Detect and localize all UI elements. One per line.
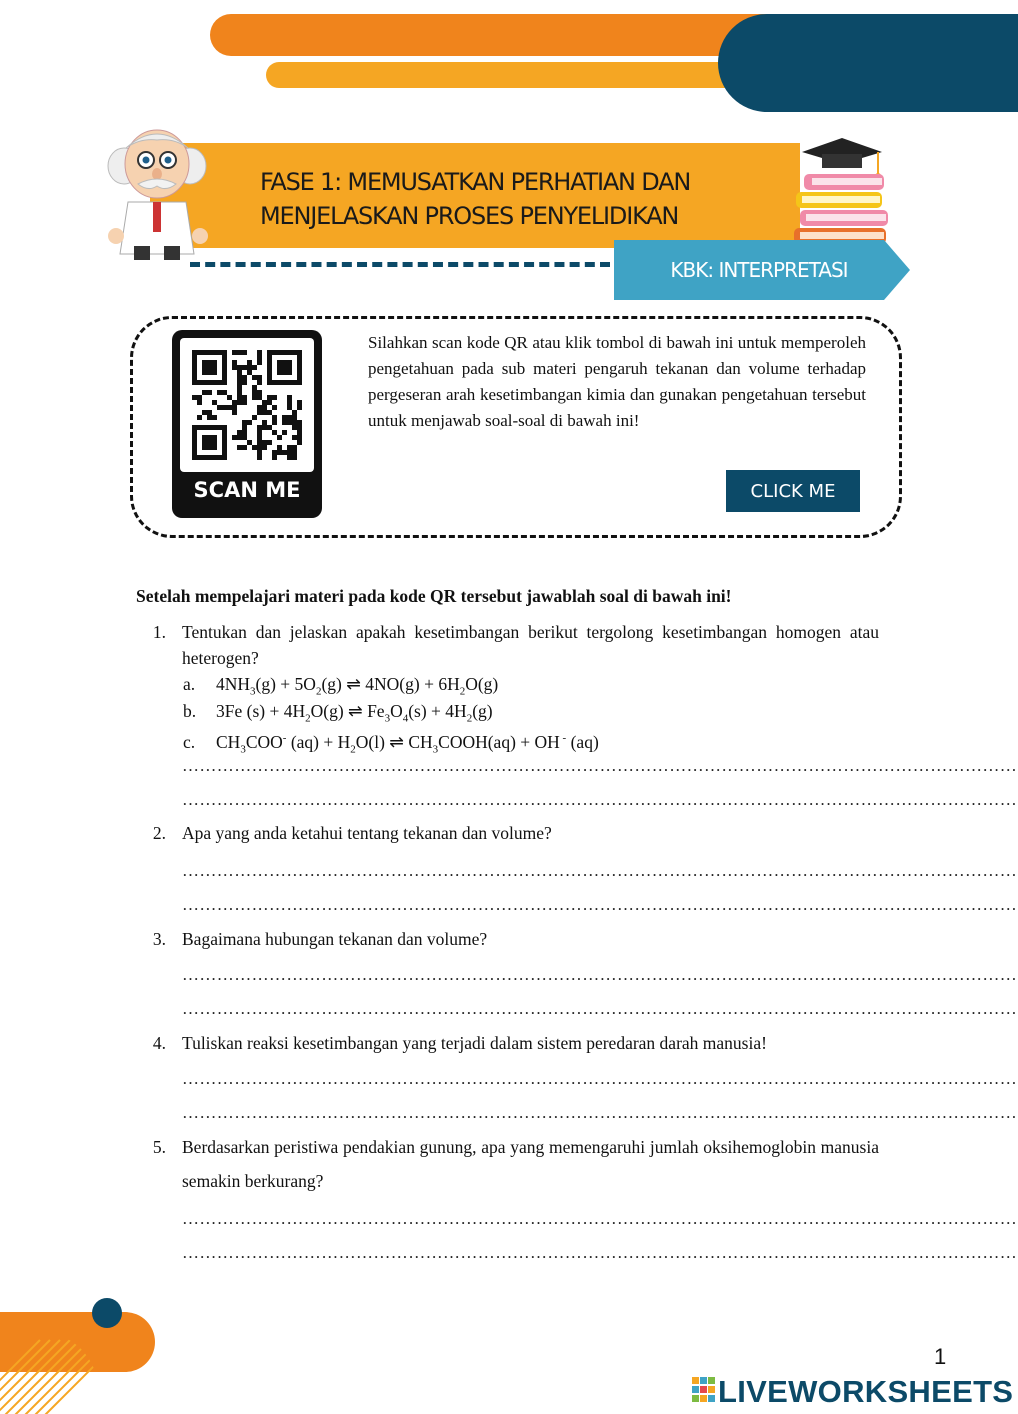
option-c: c. $CH_3COO^-$ $(aq) + H_2O(l)$ ⇌ $CH_3COOH(aq)$ + OH - (aq) [183, 725, 599, 762]
question-5 [136, 1134, 879, 1198]
question-4 [136, 1030, 879, 1056]
question-number: 5. [152, 1137, 166, 1157]
answer-line-1a[interactable]: ……………………………………………………………………………………………………………………………… [182, 756, 1018, 775]
question-text: Tuliskan reaksi kesetimbangan yang terjadi dalam sistem peredaran darah manusia! [182, 1033, 767, 1053]
qr-instructions: Silahkan scan kode QR atau klik tombol di bawah ini untuk memperoleh pengetahuan pada sub materi pengaruh tekanan dan volume terhadap pergeseran arah kesetimbangan kimia dan gunakan pengetahuan tersebut untuk menjawab soal-soal di bawah ini! [368, 333, 866, 430]
option-b: b. 3Fe $(s) + 4H_2O(g)$ ⇌ $Fe_3O_4(s) + 4H_2(g)$ [183, 698, 493, 732]
question-text: Bagaimana hubungan tekanan dan volume? [182, 929, 488, 949]
bottom-navy-dot [92, 1298, 122, 1328]
answer-line-4a[interactable]: ……………………………………………………………………………………………………………………………… [182, 1069, 1018, 1088]
answer-line-2a[interactable]: ……………………………………………………………………………………………………………………………… [182, 861, 1018, 880]
questions-instruction: Setelah mempelajari materi pada kode QR tersebut jawablah soal di bawah ini! [136, 586, 732, 606]
scan-me-label: SCAN ME [193, 478, 301, 502]
title-line-2: MENJELASKAN PROSES PENYELIDIKAN [260, 202, 679, 230]
answer-line-4b[interactable]: ……………………………………………………………………………………………………………………………… [182, 1103, 1018, 1122]
answer-line-3b[interactable]: ……………………………………………………………………………………………………………………………… [182, 999, 1018, 1018]
question-number: 1. [152, 622, 166, 642]
question-number: 4. [152, 1033, 166, 1053]
question-3 [136, 926, 879, 952]
option-letter: c. [183, 731, 196, 752]
scientist-illustration [104, 126, 214, 262]
page-number: 1 [934, 1344, 947, 1369]
answer-line-3a[interactable]: ……………………………………………………………………………………………………………………………… [182, 965, 1018, 984]
click-me-button[interactable]: CLICK ME [726, 470, 860, 512]
header-divider [190, 262, 610, 267]
question-number: 3. [152, 929, 166, 949]
question-text: Berdasarkan peristiwa pendakian gunung, apa yang memengaruhi jumlah oksihemoglobin manusia semakin berkurang? [182, 1137, 879, 1191]
bottom-stripes-decoration [0, 1320, 120, 1414]
qr-code-icon[interactable] [192, 350, 302, 460]
liveworksheets-logo-icon [692, 1377, 716, 1403]
answer-line-5a[interactable]: ……………………………………………………………………………………………………………………………… [182, 1209, 1018, 1228]
answer-line-2b[interactable]: ……………………………………………………………………………………………………………………………… [182, 895, 1018, 914]
question-text: Tentukan dan jelaskan apakah kesetimbangan berikut tergolong kesetimbangan homogen atau heterogen? [182, 622, 879, 668]
books-graduation-cap-icon [790, 134, 894, 246]
question-number: 2. [152, 823, 166, 843]
option-a: a. $4NH_3(g) + 5O_2(g)$ ⇌ $4NO(g) + 6H_2O(g)$ [183, 671, 498, 705]
page-title [260, 165, 780, 233]
liveworksheets-brand: LIVEWORKSHEETS [718, 1374, 1014, 1409]
kbk-label: KBK: INTERPRETASI [670, 258, 848, 282]
top-navy-block [718, 14, 1018, 112]
option-letter: b. [183, 701, 197, 721]
option-letter: a. [183, 674, 196, 694]
question-1 [136, 619, 879, 671]
question-text: Apa yang anda ketahui tentang tekanan dan volume? [182, 823, 552, 843]
answer-line-1b[interactable]: ……………………………………………………………………………………………………………………………… [182, 790, 1018, 809]
answer-line-5b[interactable]: ……………………………………………………………………………………………………………………………… [182, 1243, 1018, 1262]
title-line-1: FASE 1: MEMUSATKAN PERHATIAN DAN [260, 168, 691, 196]
question-2 [136, 820, 879, 846]
